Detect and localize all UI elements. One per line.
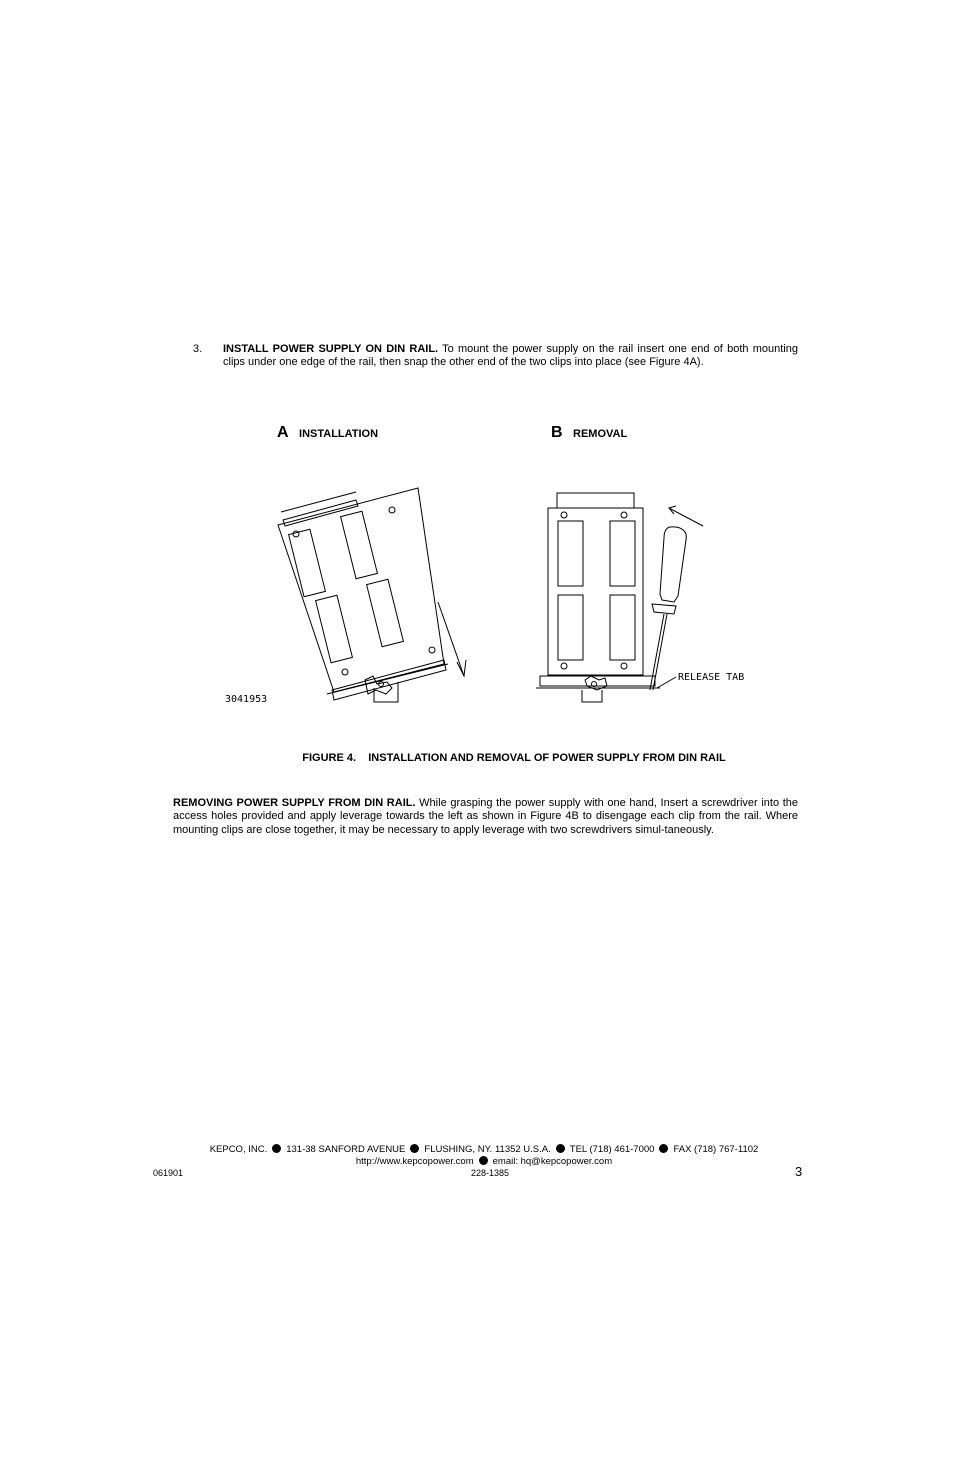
bullet-icon — [479, 1156, 488, 1165]
release-tab-callout: RELEASE TAB — [678, 672, 745, 683]
bullet-icon — [410, 1144, 419, 1153]
step-heading: INSTALL POWER SUPPLY ON DIN RAIL. — [223, 343, 439, 355]
footer-date-code: 061901 — [153, 1168, 184, 1178]
panel-a-label: INSTALLATION — [299, 428, 379, 440]
footer-doc-number: 228-1385 — [470, 1168, 510, 1178]
removing-paragraph — [173, 797, 798, 837]
footer-contact-line — [0, 1144, 954, 1155]
step-body: To mount the power supply on the rail insert one end of both mounting clips under one edge of the rail, then snap the other end of the two clips into place (see Figure 4A). — [223, 343, 798, 369]
panel-a-power-supply — [278, 488, 466, 702]
panel-b-letter: B — [551, 424, 563, 441]
panel-b-power-supply — [536, 493, 703, 702]
footer-company: KEPCO, INC. — [209, 1144, 268, 1155]
footer-city: FLUSHING, NY. 11352 U.S.A. — [424, 1144, 551, 1155]
panel-b-title — [551, 424, 627, 442]
figure-caption: FIGURE 4. INSTALLATION AND REMOVAL OF POWER SUPPLY FROM DIN RAIL — [302, 752, 726, 764]
panel-b-label: REMOVAL — [573, 428, 628, 440]
footer-address: 131-38 SANFORD AVENUE — [286, 1144, 406, 1155]
footer-web-line — [0, 1156, 954, 1167]
footer-email[interactable]: email: hq@kepcopower.com — [492, 1156, 613, 1167]
removing-body: While grasping the power supply with one hand, Insert a screwdriver into the access holes provided and apply leverage towards the left as shown in Figure 4B to disengage each clip from the rail. Where mounting clips are close together, it may be necessary to apply leverage with two screwdrivers simul-taneously. — [173, 797, 798, 836]
bullet-icon — [556, 1144, 565, 1153]
footer-fax: FAX (718) 767-1102 — [673, 1144, 759, 1155]
step-number: 3. — [193, 343, 203, 355]
panel-a-letter: A — [277, 424, 289, 441]
bullet-icon — [272, 1144, 281, 1153]
page-number: 3 — [795, 1164, 803, 1179]
bullet-icon — [659, 1144, 668, 1153]
removing-heading: REMOVING POWER SUPPLY FROM DIN RAIL. — [173, 797, 416, 809]
panel-a-title — [277, 424, 378, 442]
drawing-number: 3041953 — [225, 694, 268, 705]
footer-website[interactable]: http://www.kepcopower.com — [355, 1156, 474, 1167]
step-paragraph — [223, 343, 798, 370]
footer-tel: TEL (718) 461-7000 — [569, 1144, 655, 1155]
figure-4-drawing — [200, 470, 780, 720]
